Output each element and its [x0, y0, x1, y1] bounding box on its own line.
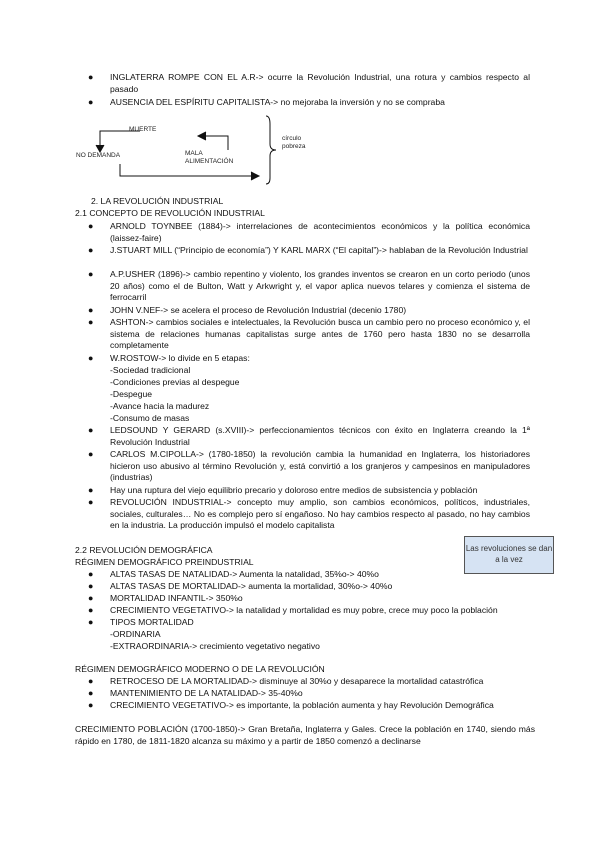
bullet: ● — [88, 581, 94, 591]
list-item: ALTAS TASAS DE MORTALIDAD-> aumenta la mortalidad, 30%o-> 40%o — [110, 581, 393, 591]
list-item: INGLATERRA ROMPE CON EL A.R-> ocurre la Revolución Industrial, una rotura y cambios respecto al pasado — [110, 72, 530, 94]
bullet: ● — [88, 617, 94, 627]
list-item: A.P.USHER (1896)-> cambio repentino y violento, los grandes inventos se crearon en un corto periodo (unos 20 años) como el de Bulton, Watt y Arkwright y, el vapor aplica nuevos telares y comienza el sistema de ferrocarril — [110, 269, 530, 303]
list-item: LEDSOUND Y GERARD (s.XVIII)-> perfeccionamientos técnicos con éxito en Inglaterra creando la 1ª Revolución Industrial — [110, 425, 530, 447]
list-item: ARNOLD TOYNBEE (1884)-> interrelaciones de acontecimientos económicos y la política económica (laissez-faire) — [110, 221, 530, 243]
list-item: REVOLUCIÓN INDUSTRIAL-> concepto muy amplio, son cambios económicos, políticos, industriales, sociales, culturales… No es complejo pero sí engañoso. No hay cambios respecto al pasado, no hay cambios en la industria. La producción impulsó el modelo capitalista — [110, 497, 530, 531]
stage-item: -Despegue — [110, 389, 153, 399]
brace — [266, 116, 276, 184]
bullet: ● — [88, 425, 94, 435]
list-item: CRECIMIENTO VEGETATIVO-> la natalidad y mortalidad es muy pobre, crece muy poco la población — [110, 605, 498, 615]
bullet: ● — [88, 72, 94, 82]
stage-item: -Consumo de masas — [110, 413, 190, 423]
bullet: ● — [88, 676, 94, 686]
bullet: ● — [88, 449, 94, 459]
list-item: JOHN V.NEF-> se acelera el proceso de Revolución Industrial (decenio 1780) — [110, 305, 407, 315]
mortality-type: -ORDINARIA — [110, 629, 161, 639]
diagram-label-alimentacion: ALIMENTACIÓN — [185, 158, 234, 165]
bullet: ● — [88, 569, 94, 579]
bullet: ● — [88, 605, 94, 615]
list-item: CARLOS M.CIPOLLA-> (1780-1850) la revolución cambia la humanidad en Inglaterra, los historiadores hicieron uso abusivo al término Revolución y, está convirtió a los granjeros y campesinos en manipuladores (industrias) — [110, 449, 530, 483]
list-item: ASHTON-> cambios sociales e intelectuales, la Revolución busca un cambio pero no proceso económico y, el sistema de relaciones humanas capitalistas surge antes de 1760 pero hasta 1830 no se desarrolla completamente — [110, 317, 530, 351]
bullet: ● — [88, 97, 94, 107]
diagram-label-mala: MALA — [185, 150, 203, 157]
diagram-label-pobreza: pobreza — [282, 143, 306, 150]
list-item: TIPOS MORTALIDAD — [110, 617, 194, 627]
bullet: ● — [88, 485, 94, 495]
bullet: ● — [88, 317, 94, 327]
section-heading: 2.2 REVOLUCIÓN DEMOGRÁFICA — [75, 545, 213, 555]
section-heading: 2.1 CONCEPTO DE REVOLUCIÓN INDUSTRIAL — [75, 208, 265, 218]
bullet: ● — [88, 593, 94, 603]
list-item: RETROCESO DE LA MORTALIDAD-> disminuye al 30%o y desaparece la mortalidad catastrófica — [110, 676, 484, 686]
bullet: ● — [88, 305, 94, 315]
list-item: W.ROSTOW-> lo divide en 5 etapas: — [110, 353, 250, 363]
list-item: MORTALIDAD INFANTIL-> 350%o — [110, 593, 243, 603]
list-item: J.STUART MILL (“Principio de economía”) Y KARL MARX (“El capital”)-> hablaban de la Revolución Industrial — [110, 245, 528, 255]
bullet: ● — [88, 221, 94, 231]
paragraph: CRECIMIENTO POBLACIÓN (1700-1850)-> Gran Bretaña, Inglaterra y Gales. Crece la población en 1740, siendo más rápido en 1780, de 1811-1820 alcanza su máximo y a partir de 1850 comenzó a declinarse — [75, 724, 535, 746]
stage-item: -Condiciones previas al despegue — [110, 377, 240, 387]
bullet: ● — [88, 353, 94, 363]
bullet: ● — [88, 269, 94, 279]
bullet: ● — [88, 700, 94, 710]
list-item: ALTAS TASAS DE NATALIDAD-> Aumenta la natalidad, 35%o-> 40%o — [110, 569, 379, 579]
subsection-heading: RÉGIMEN DEMOGRÁFICO MODERNO O DE LA REVOLUCIÓN — [75, 664, 325, 674]
diagram-label-muerte: MUERTE — [129, 126, 157, 133]
stage-item: -Avance hacia la madurez — [110, 401, 210, 411]
subsection-heading: RÉGIMEN DEMOGRÁFICO PREINDUSTRIAL — [75, 557, 254, 567]
mortality-type: -EXTRAORDINARIA-> crecimiento vegetativo negativo — [110, 641, 320, 651]
list-item: AUSENCIA DEL ESPÍRITU CAPITALISTA-> no mejoraba la inversión y no se compraba — [110, 97, 445, 107]
bullet: ● — [88, 245, 94, 255]
stage-item: -Sociedad tradicional — [110, 365, 191, 375]
note-box: Las revoluciones se dan a la vez — [464, 536, 554, 574]
bullet: ● — [88, 497, 94, 507]
bullet: ● — [88, 688, 94, 698]
list-item: Hay una ruptura del viejo equilibrio precario y doloroso entre medios de subsistencia y población — [110, 485, 478, 495]
diagram-label-no-demanda: NO DEMANDA — [76, 152, 121, 159]
section-heading: 2. LA REVOLUCIÓN INDUSTRIAL — [91, 196, 224, 206]
diagram-label-circulo: círculo — [282, 135, 302, 142]
list-item: CRECIMIENTO VEGETATIVO-> es importante, la población aumenta y hay Revolución Demográfica — [110, 700, 494, 710]
list-item: MANTENIMIENTO DE LA NATALIDAD-> 35-40%o — [110, 688, 303, 698]
